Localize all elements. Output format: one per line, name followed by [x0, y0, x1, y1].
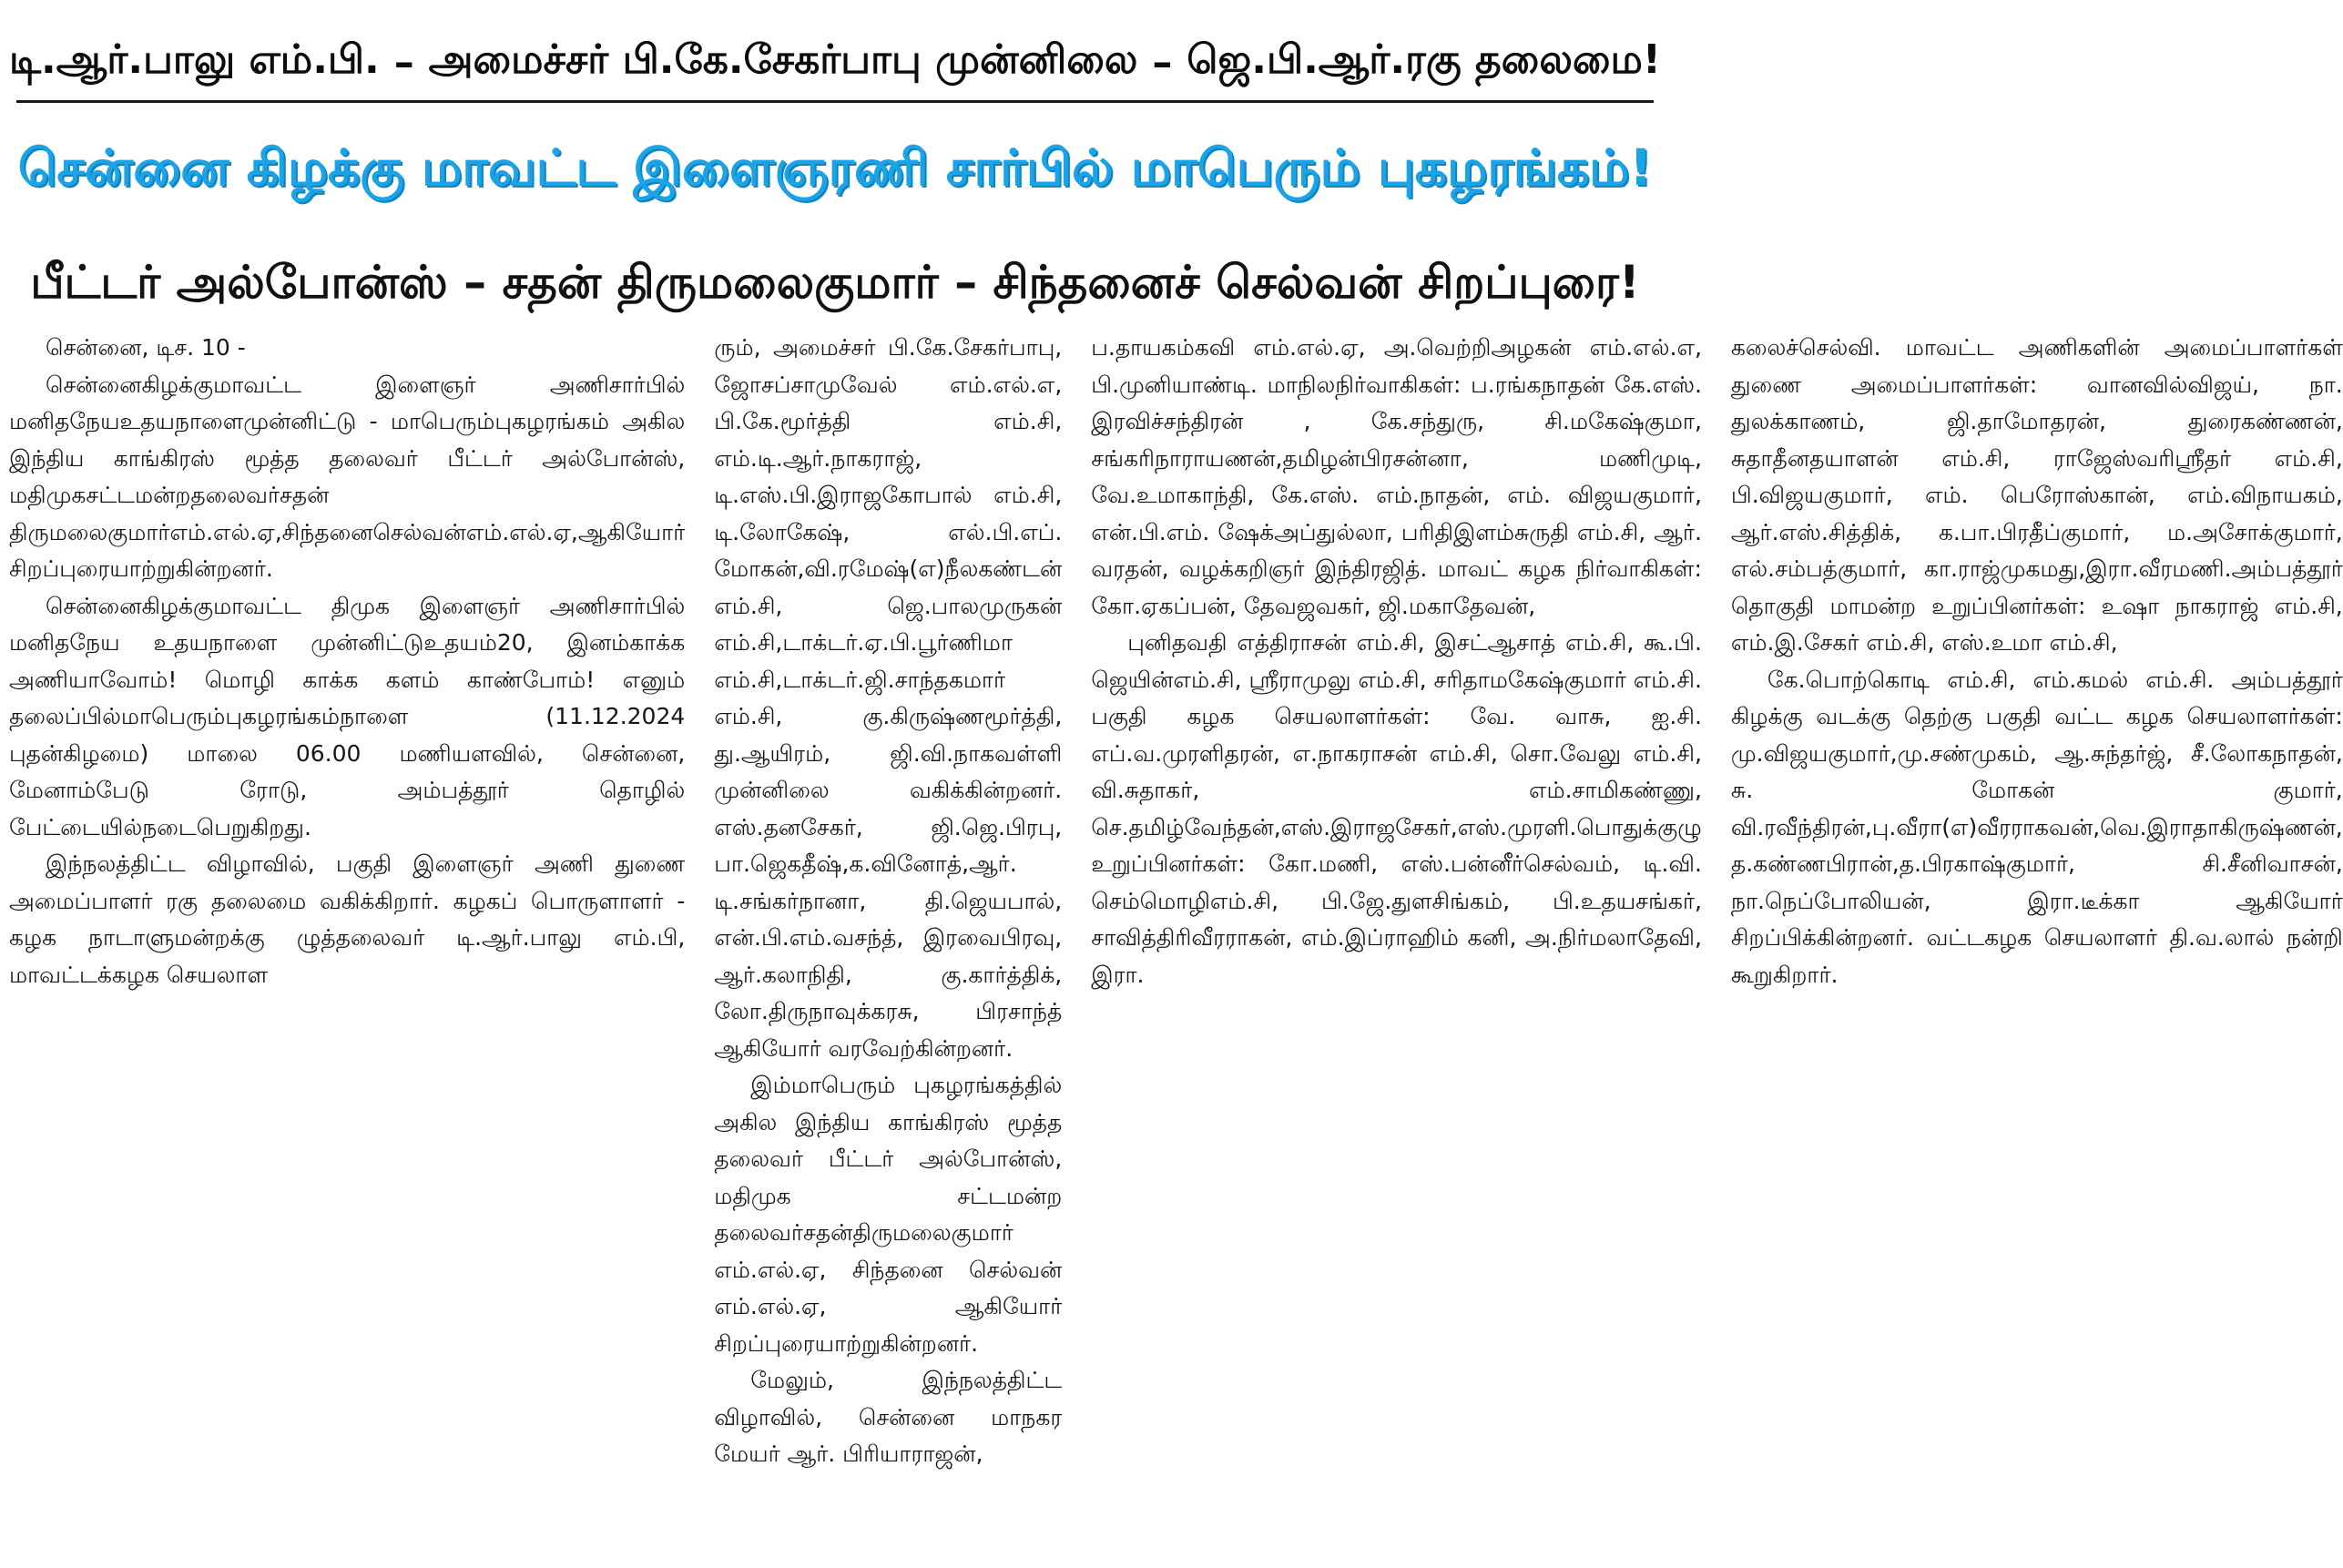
kicker-part-3: ஜெ.பி.ஆர்.ரகு தலைமை! [1187, 36, 1661, 83]
paragraph: இம்மாபெரும் புகழரங்கத்தில் அகில இந்திய காங்கிரஸ் மூத்த தலைவர் பீட்டர் அல்போன்ஸ், மதிமுக சட்டமன்ற தலைவர்சதன்திருமலைகுமார் எம்.எல்.ஏ, சிந்தனை செல்வன் எம்.எல்.ஏ, ஆகியோர் சிறப்புரையாற்றுகின்றனர். [714, 1072, 1063, 1357]
subheadline: பீட்டர் அல்போன்ஸ் – சதன் திருமலைகுமார் – சிந்தனைச் செல்வன் சிறப்புரை! [30, 255, 1640, 309]
paragraph: சென்னைகிழக்குமாவட்ட திமுக இளைஞர் அணிசார்பில் மனிதநேய உதயநாளை முன்னிட்டுஉதயம்20, இனம்காக்க அணியாவோம்! மொழி காக்க களம் காண்போம்! எனும் தலைப்பில்மாபெரும்புகழரங்கம்நாளை (11.12.2024 புதன்கிழமை) மாலை 06.00 மணியளவில், சென்னை, மேனாம்பேடு ரோடு, அம்பத்தூர் தொழில் பேட்டையில்நடைபெறுகிறது. [9, 592, 686, 840]
headline: சென்னை கிழக்கு மாவட்ட இளைஞரணி சார்பில் மாபெரும் புகழரங்கம்! [17, 138, 1653, 197]
article-column-3 [1091, 330, 1702, 1559]
paragraph: ரும், அமைச்சர் பி.கே.சேகர்பாபு, ஜோசப்சாமுவேல் எம்.எல்.எ, பி.கே.மூர்த்தி எம்.சி, எம்.டி.ஆர்.நாகராஜ், டி.எஸ்.பி.இராஜகோபால் எம்.சி, டி.லோகேஷ், எல்.பி.எப். மோகன்,வி.ரமேஷ்(எ)நீலகண்டன் எம்.சி, ஜெ.பாலமுருகன் எம்.சி,டாக்டர்.ஏ.பி.பூர்ணிமா எம்.சி,டாக்டர்.ஜி.சாந்தகமார் எம்.சி, கு.கிருஷ்ணமூர்த்தி, து.ஆயிரம், ஜி.வி.நாகவள்ளி முன்னிலை வகிக்கின்றனர். எஸ்.தனசேகர், ஜி.ஜெ.பிரபு, பா.ஜெகதீஷ்,க.வினோத்,ஆர். டி.சங்கர்நானா, தி.ஜெயபால், என்.பி.எம்.வசந்த், இரவைபிரவு, ஆர்.கலாநிதி, கு.கார்த்திக், லோ.திருநாவுக்கரசு, பிரசாந்த் ஆகியோர் வரவேற்கின்றனர். [714, 334, 1063, 1062]
kicker-part-2: அமைச்சர் பி.கே.சேகர்பாபு முன்னிலை [428, 36, 1138, 83]
paragraph: புனிதவதி எத்திராசன் எம்.சி, இசட்ஆசாத் எம்.சி, கூ.பி. ஜெயின்எம்.சி, ஸ்ரீராமுலு எம்.சி, சரிதாமகேஷ்குமார் எம்.சி. பகுதி கழக செயலாளர்கள்: வே. வாசு, ஐ.சி. எப்.வ.முரளிதரன், எ.நாகராசன் எம்.சி, சொ.வேலு எம்.சி, வி.சுதாகர், எம்.சாமிகண்ணு, செ.தமிழ்வேந்தன்,எஸ்.இராஜசேகர்,எஸ்.முரளி.பொதுக்குழு உறுப்பினர்கள்: கோ.மணி, எஸ்.பன்னீர்செல்வம், டி.வி. செம்மொழிஎம்.சி, பி.ஜே.துளசிங்கம், பி.உதயசங்கர், சாவித்திரிவீரராகன், எம்.இப்ராஹிம் கனி, அ.நிர்மலாதேவி, இரா. [1091, 629, 1702, 988]
paragraph: மேலும், இந்நலத்திட்ட விழாவில், சென்னை மாநகர மேயர் ஆர். பிரியாராஜன், [714, 1367, 1063, 1467]
kicker-divider [16, 100, 1654, 103]
kicker-line [9, 25, 1661, 98]
paragraph: இந்நலத்திட்ட விழாவில், பகுதி இளைஞர் அணி துணை அமைப்பாளர் ரகு தலைமை வகிக்கிறார். கழகப் பொருளாளர் - கழக நாடாளுமன்றக்கு ழுத்தலைவர் டி.ஆர்.பாலு எம்.பி, மாவட்டக்கழக செயலாள [9, 850, 686, 988]
paragraph: சென்னைகிழக்குமாவட்ட இளைஞர் அணிசார்பில் மனிதநேயஉதயநாளைமுன்னிட்டு - மாபெரும்புகழரங்கம் அகில இந்திய காங்கிரஸ் மூத்த தலைவர் பீட்டர் அல்போன்ஸ், மதிமுகசட்டமன்றதலைவர்சதன் திருமலைகுமார்எம்.எல்.ஏ,சிந்தனைசெல்வன்எம்.எல்.ஏ,ஆகியோர் சிறப்புரையாற்றுகின்றனர். [9, 371, 686, 582]
paragraph [9, 330, 685, 367]
dateline: சென்னை, டிச. 10 - [46, 334, 246, 361]
paragraph: கலைச்செல்வி. மாவட்ட அணிகளின் அமைப்பாளர்கள் துணை அமைப்பாளர்கள்: வானவில்விஜய், நா. துலக்காணம், ஜி.தாமோதரன், துரைகண்ணன், சுதாதீனதயாளன் எம்.சி, ராஜேஸ்வரிஸ்ரீதர் எம்.சி, பி.விஜயகுமார், எம். பெரோஸ்கான், எம்.விநாயகம், ஆர்.எஸ்.சித்திக், க.பா.பிரதீப்குமார், ம.அசோக்குமார், எல்.சம்பத்குமார், கா.ராஜ்முகமது,இரா.வீரமணி.அம்பத்தூர் தொகுதி மாமன்ற உறுப்பினர்கள்: உஷா நாகராஜ் எம்.சி, எம்.இ.சேகர் எம்.சி, எஸ்.உமா எம்.சி, [1730, 334, 2343, 656]
article-column-2 [714, 330, 1062, 1559]
article-column-4 [1731, 330, 2343, 1559]
paragraph: கே.பொற்கொடி எம்.சி, எம்.கமல் எம்.சி. அம்பத்தூர் கிழக்கு வடக்கு தெற்கு பகுதி வட்ட கழக செயலாளர்கள்: மு.விஜயகுமார்,மு.சண்முகம், ஆ.சுந்தர்ஜ், சீ.லோகநாதன், சு. மோகன் குமார், வி.ரவீந்திரன்,பு.வீரா(எ)வீரராகவன்,வெ.இராதாகிருஷ்ணன், த.கண்ணபிரான்,த.பிரகாஷ்குமார், சி.சீனிவாசன், நா.நெப்போலியன், இரா.டீக்கா ஆகியோர் சிறப்பிக்கின்றனர். வட்டகழக செயலாளர் தி.வ.லால் நன்றி கூறுகிறார். [1730, 666, 2343, 988]
kicker-separator-2: – [1152, 38, 1173, 86]
kicker-part-1: டி.ஆர்.பாலு எம்.பி. [9, 36, 380, 83]
kicker-separator-1: – [393, 38, 414, 86]
article-body [9, 330, 2343, 1559]
paragraph: ப.தாயகம்கவி எம்.எல்.ஏ, அ.வெற்றிஅழகன் எம்.எல்.எ, பி.முனியாண்டி. மாநிலநிர்வாகிகள்: ப.ரங்கநாதன் கே.எஸ். இரவிச்சந்திரன் , கே.சந்துரு, சி.மகேஷ்குமா, சங்கரிநாராயணன்,தமிழன்பிரசன்னா, மணிமுடி, வே.உமாகாந்தி, கே.எஸ். எம்.நாதன், எம். விஜயகுமார், என்.பி.எம். ஷேக்அப்துல்லா, பரிதிஇளம்சுருதி எம்.சி, ஆர். வரதன், வழக்கறிஞர் இந்திரஜித். மாவட் கழக நிர்வாகிகள்: கோ.ஏகப்பன், தேவஜவகர், ஜி.மகாதேவன், [1091, 334, 1702, 619]
article-column-1 [9, 330, 685, 1559]
